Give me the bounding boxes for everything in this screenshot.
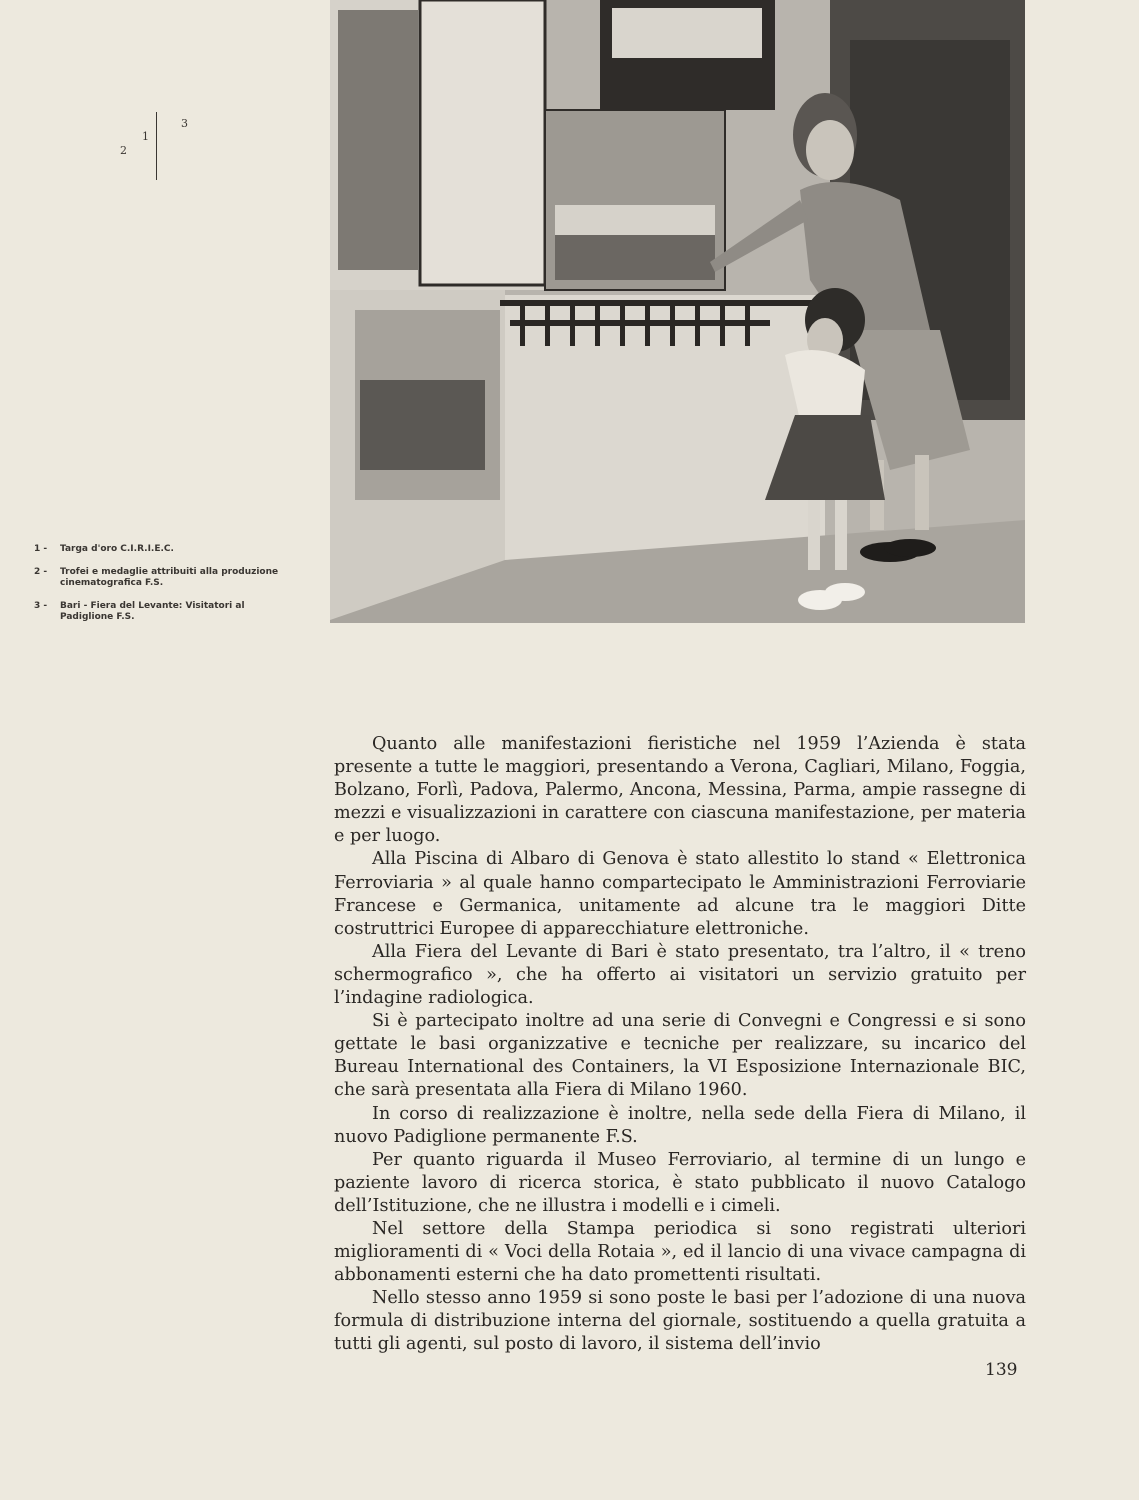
exhibition-photo <box>330 0 1025 623</box>
paragraph-3: Alla Fiera del Levante di Bari è stato presentato, tra l’altro, il « treno schermografico », che ha offerto ai visitatori un servizio gratuito per l’indagine radiologica. <box>334 941 1026 1009</box>
figure-number-key <box>110 112 200 182</box>
page-number: 139 <box>985 1360 1018 1380</box>
paragraph-8: Nello stesso anno 1959 si sono poste le basi per l’adozione di una nuova formula di distribuzione interna del giornale, sostituendo a quella gratuita a tutti gli agenti, sul posto di lavoro, il sistema dell’invio <box>334 1288 1026 1355</box>
figure-captions <box>34 544 284 635</box>
figure-key-3: 3 <box>181 117 188 130</box>
caption-text: Trofei e medaglie attribuiti alla produzione cinematografica F.S. <box>60 567 279 588</box>
caption-number: 1 - <box>34 544 48 554</box>
caption-number: 3 - <box>34 601 48 611</box>
caption-2 <box>34 567 284 589</box>
caption-3 <box>34 601 284 623</box>
caption-text: Targa d'oro C.I.R.I.E.C. <box>60 544 174 554</box>
paragraph-5: In corso di realizzazione è inoltre, nella sede della Fiera di Milano, il nuovo Padiglione permanente F.S. <box>334 1103 1026 1147</box>
caption-1 <box>34 544 284 555</box>
paragraph-4: Si è partecipato inoltre ad una serie di Convegni e Congressi e si sono gettate le basi organizzative e tecniche per realizzare, su incarico del Bureau International des Containers, la VI Esposizione Internazionale BIC, che sarà presentata alla Fiera di Milano 1960. <box>334 1011 1026 1101</box>
article-body <box>334 733 1026 1357</box>
figure-key-2: 2 <box>120 144 127 157</box>
figure-key-divider <box>156 112 157 180</box>
paragraph-6: Per quanto riguarda il Museo Ferroviario, al termine di un lungo e paziente lavoro di ricerca storica, è stato pubblicato il nuovo Catalogo dell’Istituzione, che ne illustra i modelli e i cimeli. <box>334 1149 1026 1216</box>
figure-key-1: 1 <box>142 130 149 143</box>
paragraph-1: Quanto alle manifestazioni fieristiche nel 1959 l’Azienda è stata presente a tutte le maggiori, presentando a Verona, Cagliari, Milano, Foggia, Bolzano, Forlì, Padova, Palermo, Ancona, Messina, Parma, ampie rassegne di mezzi e visualizzazioni in carattere con ciascuna manifestazione, per materia e per luogo. <box>334 734 1026 847</box>
paragraph-2: Alla Piscina di Albaro di Genova è stato allestito lo stand « Elettronica Ferroviaria » al quale hanno compartecipato le Amministrazioni Ferroviarie Francese e Germanica, unitamente ad alcune tra le maggiori Ditte costruttrici Europee di apparecchiature elettroniche. <box>334 849 1026 939</box>
paragraph-7: Nel settore della Stampa periodica si sono registrati ulteriori miglioramenti di « Voci della Rotaia », ed il lancio di una vivace campagna di abbonamenti esterni che ha dato promettenti risultati. <box>334 1218 1026 1286</box>
caption-text: Bari - Fiera del Levante: Visitatori al Padiglione F.S. <box>60 601 245 622</box>
caption-number: 2 - <box>34 567 48 577</box>
